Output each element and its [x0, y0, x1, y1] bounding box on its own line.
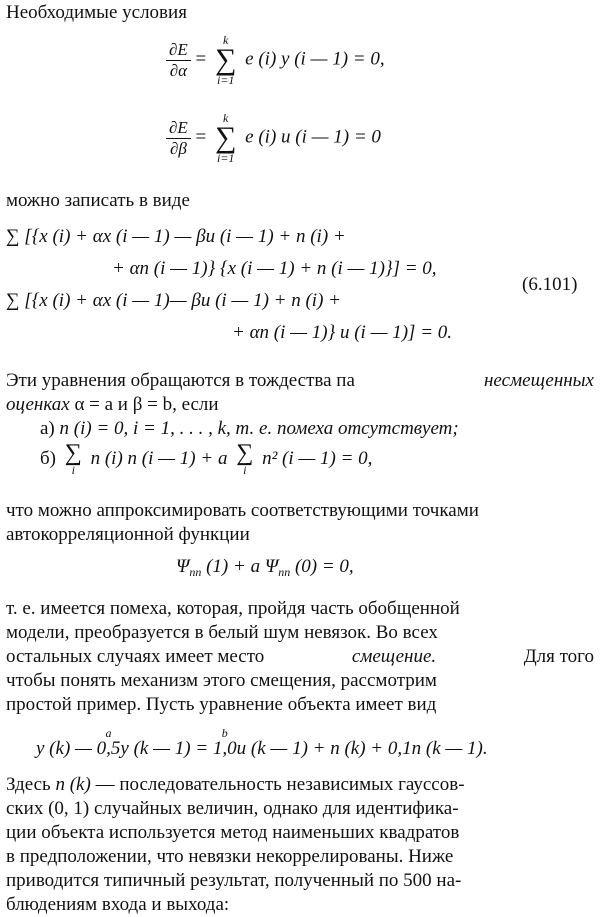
equation-part: (1) + a: [206, 556, 261, 577]
intro-text: Необходимые условия: [6, 2, 187, 23]
sum-upper-limit: k: [223, 33, 229, 47]
system-line-2: + αn (i — 1)} {x (i — 1) + n (i — 1)}] = 0,: [112, 258, 437, 279]
italic-term: оценках: [6, 394, 70, 415]
condition-b: [40, 442, 372, 476]
denominator-dalpha: ∂α: [169, 60, 188, 80]
sum-lower-limit: i=1: [216, 73, 235, 87]
coefficient-a: a 0,5: [97, 738, 121, 760]
italic-term: n (k): [55, 774, 91, 795]
sum-index: i: [243, 463, 247, 477]
numerator-de: ∂E: [166, 40, 191, 61]
coefficient-b: b 1,0: [213, 738, 237, 760]
condition-label: а): [40, 418, 55, 439]
paragraph-line: блюдениям входа и выхода:: [6, 894, 230, 915]
equation-part: (0) = 0,: [294, 556, 354, 577]
text-span: — последовательность независимых гауссов-: [95, 774, 465, 795]
summation-sign: ∑ i: [64, 440, 82, 477]
denominator-dbeta: ∂β: [169, 138, 187, 158]
fraction-de-dbeta: [166, 118, 191, 159]
summation-sign: ∑ i: [236, 440, 254, 477]
paragraph-line: простой пример. Пусть уравнение объекта имеет вид: [6, 694, 437, 715]
text-span: Для того: [523, 646, 594, 667]
paragraph-line: т. е. имеется помеха, которая, пройдя часть обобщенной: [6, 598, 460, 619]
sum-upper-limit: k: [223, 111, 229, 125]
psi-subscript: nn: [278, 565, 291, 579]
equation-rhs: e (i) u (i — 1) = 0: [245, 126, 381, 148]
equation-part: u (k — 1) + n (k) + 0,1n (k — 1).: [236, 738, 488, 759]
system-line-1: ∑ [{x (i) + αx (i — 1) — βu (i — 1) + n (i) +: [6, 226, 346, 247]
psi-symbol: Ψ: [264, 556, 279, 577]
equation-de-dbeta: [166, 112, 381, 164]
numerator-de: ∂E: [166, 118, 191, 139]
sum-lower-limit: i=1: [216, 151, 235, 165]
paragraph-line: ции объекта используется метод наименьших квадратов: [6, 822, 460, 843]
text-span: Эти уравнения обращаются в тождества па: [6, 370, 355, 391]
paragraph-line: [6, 370, 594, 392]
condition-label: б): [40, 448, 56, 469]
equation-part: y (k) —: [36, 738, 92, 759]
condition-text: n (i) n (i — 1) + a: [90, 448, 228, 469]
system-line-3: ∑ [{x (i) + αx (i — 1)— βu (i — 1) + n (i) +: [6, 290, 341, 311]
condition-a: [40, 418, 459, 440]
paragraph-line: [6, 394, 219, 416]
equation-part: y (k — 1) =: [120, 738, 209, 759]
paragraph-line: в предположении, что невязки некоррелированы. Ниже: [6, 846, 454, 867]
coefficient-mark: a: [105, 726, 112, 740]
italic-term: несмещенных: [483, 370, 594, 391]
psi-subscript: nn: [189, 565, 202, 579]
psi-symbol: Ψ: [176, 556, 190, 577]
paragraph-line: приводится типичный результат, полученный по 500 на-: [6, 870, 462, 891]
summation-sign: k ∑ i=1: [215, 111, 237, 165]
model-equation: [36, 726, 488, 760]
equation-de-dalpha: [166, 34, 385, 86]
paragraph-line: автокорреляционной функции: [6, 524, 250, 545]
can-write-text: можно записать в виде: [6, 190, 190, 211]
text-span: остальных случаях имеет место: [6, 646, 265, 667]
paragraph-line: ских (0, 1) случайных величин, однако для идентифика-: [6, 798, 459, 819]
condition-text: n (i) = 0, i = 1, . . . , k, т. е. помеха отсутствует;: [59, 418, 459, 439]
paragraph-line: чтобы понять механизм этого смещения, рассмотрим: [6, 670, 437, 691]
autocorrelation-equation: [176, 556, 354, 583]
text-span: Здесь: [6, 774, 51, 795]
equals-sign: =: [195, 48, 207, 70]
italic-term: смещение.: [351, 646, 437, 667]
condition-text: n² (i — 1) = 0,: [262, 448, 373, 469]
fraction-de-dalpha: [166, 40, 191, 81]
coefficient-mark: b: [221, 726, 228, 740]
sum-index: i: [71, 463, 75, 477]
paragraph-line: [6, 646, 594, 668]
equals-sign: =: [195, 126, 207, 148]
paragraph-line: [6, 774, 465, 796]
paragraph-line: модели, преобразуется в белый шум невязок. Во всех: [6, 622, 438, 643]
text-span: α = a и β = b, если: [74, 394, 219, 415]
equation-rhs: e (i) y (i — 1) = 0,: [245, 48, 385, 70]
equation-number: (6.101): [522, 274, 578, 295]
system-line-4: + αn (i — 1)} u (i — 1)] = 0.: [232, 322, 453, 343]
paragraph-line: что можно аппроксимировать соответствующими точками: [6, 500, 479, 521]
summation-sign: k ∑ i=1: [215, 33, 237, 87]
